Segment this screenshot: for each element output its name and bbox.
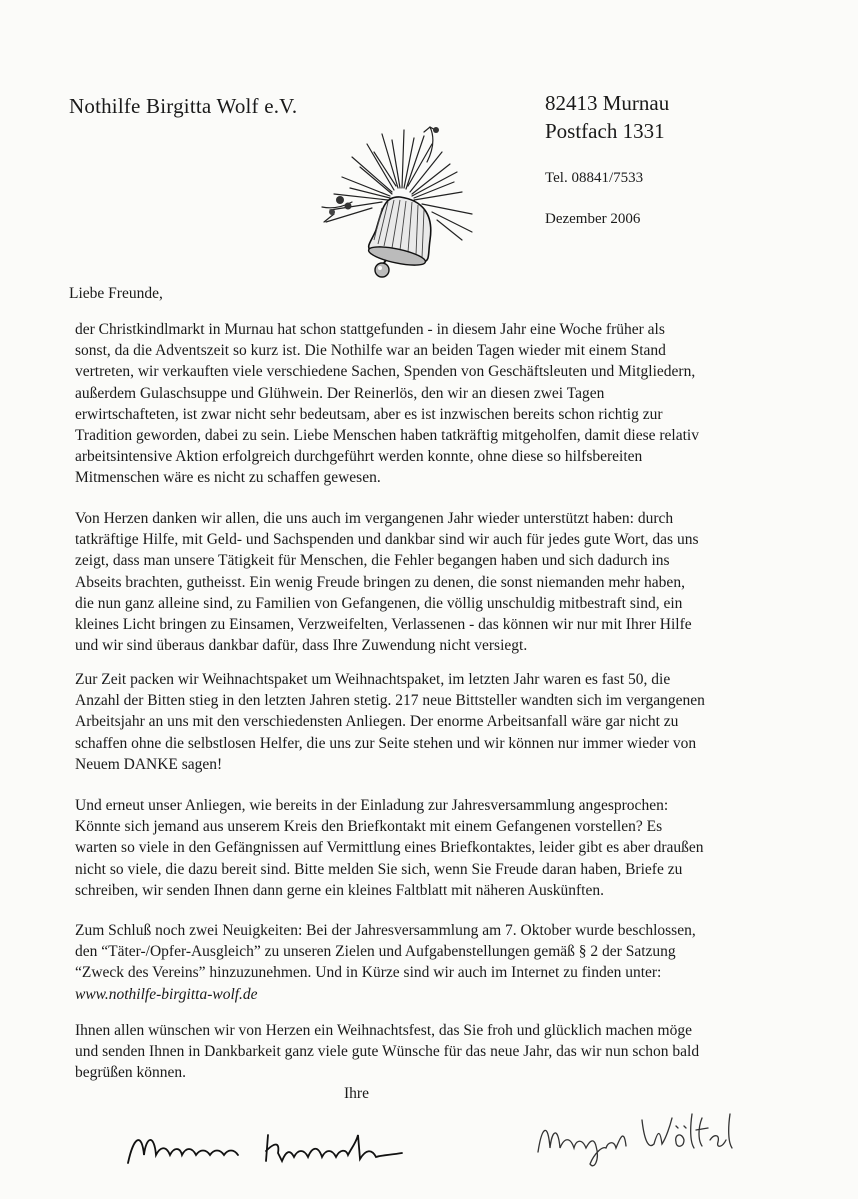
paragraph-thanks [75,508,791,656]
text-line: sonst, da die Adventszeit so kurz ist. Die Nothilfe war an beiden Tagen wieder mit einem Stand [75,342,666,360]
text-line: warten so viele in den Gefängnissen auf Vermittlung eines Briefkontaktes, leider gibt es aber draußen [75,839,704,857]
paragraph-correspondence [75,795,791,901]
address-city: 82413 Murnau [545,91,670,115]
text-line: Von Herzen danken wir allen, die uns auch im vergangenen Jahr wieder unterstützt haben: durch [75,510,674,527]
text-line: Zur Zeit packen wir Weihnachtspaket um Weihnachtspaket, im letzten Jahr waren es fast 50, die [75,671,671,688]
text-line: schreiben, wir senden Ihnen dann gerne ein kleines Faltblatt mit näheren Auskünften. [75,881,604,899]
text-line: außerdem Gulaschsuppe und Glühwein. Der Reinerlös, den wir an diesen zwei Tagen [75,384,605,402]
paragraph-christkindlmarkt [75,319,791,489]
signature-margret [530,1108,740,1178]
text-line: kleines Licht bringen zu Einsamen, Verzweifelten, Verlassenen - das können wir nur mit Ihrer Hilfe [75,616,692,634]
closing: Ihre [344,1085,369,1102]
text-line: erwirtschafteten, ist zwar nicht sehr bedeutsam, aber es ist inzwischen bereits schon richtig zur [75,405,663,423]
text-line: Abseits brachten, gutheisst. Ein wenig Freude bringen zu denen, die sonst niemanden mehr haben, [75,573,685,591]
text-line: schaffen ohne die selbstlosen Helfer, die uns zur Seite stehen und wir können nur immer wieder von [75,734,697,752]
letter-date: Dezember 2006 [545,211,641,227]
text-line: Anzahl der Bitten stieg in den letzten Jahren stetig. 217 neue Bittsteller wandten sich im vergangenen [75,692,705,710]
text-line: die nun ganz alleine sind, zu Familien von Gefangenen, die völlig unschuldig mitbestraft sind, ein [75,594,683,612]
paragraph-news [75,920,791,1005]
text-line: Zum Schluß noch zwei Neuigkeiten: Bei der Jahresversammlung am 7. Oktober wurde beschlossen, [75,922,696,939]
text-line: und senden Ihnen in Dankbarkeit ganz viele gute Wünsche für das neue Jahr, das wir nun schon bald [75,1043,700,1061]
organization-name: Nothilfe Birgitta Wolf e.V. [69,94,298,118]
website-link[interactable]: www.nothilfe-birgitta-wolf.de [75,985,258,1003]
text-line: Arbeitsjahr an uns mit den verschiedensten Anliegen. Der enorme Arbeitsanfall wäre gar nicht zu [75,713,679,731]
text-line: “Zweck des Vereins” hinzuzunehmen. Und in Kürze sind wir auch im Internet zu finden unter: [75,964,662,982]
paragraph-christmas-packages [75,669,791,775]
text-line: Ihnen allen wünschen wir von Herzen ein Weihnachtsfest, das Sie froh und glücklich machen möge [75,1022,692,1039]
address-pobox: Postfach 1331 [545,119,665,143]
text-line: Tradition geworden, dabei zu sein. Liebe Menschen haben tatkräftig mitgeholfen, damit diese relativ [75,427,699,445]
salutation: Liebe Freunde, [69,285,163,302]
text-line: den “Täter-/Opfer-Ausgleich” zu unseren Zielen und Aufgabenstellungen gemäß § 2 der Satzung [75,943,676,961]
text-line: zeigt, dass man unsere Tätigkeit für Menschen, die Fehler begangen haben und sich dadurch ins [75,552,670,570]
text-line: Neuem DANKE sagen! [75,755,223,773]
text-line: Mitmenschen wäre es nicht zu schaffen gewesen. [75,469,381,487]
text-line: der Christkindlmarkt in Murnau hat schon stattgefunden - in diesem Jahr eine Woche früher als [75,321,665,338]
text-line: vertreten, wir verkauften viele verschiedene Sachen, Spenden von Geschäftsleuten und Mitgliedern, [75,363,696,381]
text-line: Könnte sich jemand aus unserem Kreis den Briefkontakt mit einem Gefangenen vorstellen? Es [75,818,663,836]
text-line: Und erneut unser Anliegen, wie bereits in der Einladung zur Jahresversammlung angesprochen: [75,797,669,814]
text-line: und wir sind überaus dankbar dafür, dass Ihre Zuwendung nicht versiegt. [75,637,528,655]
christmas-bell-icon [312,122,487,287]
phone-number: Tel. 08841/7533 [545,170,644,186]
text-line: nicht so viele, die dazu bereit sind. Bitte melden Sie sich, wenn Sie Freude daran haben, Briefe zu [75,860,683,878]
text-line: begrüßen können. [75,1064,187,1082]
paragraph-wishes [75,1020,791,1084]
text-line: tatkräftige Hilfe, mit Geld- und Sachspenden und dankbar sind wir auch für jedes gute Wort, das uns [75,531,699,549]
signature-marianne [120,1125,420,1170]
text-line: arbeitsintensive Aktion erfolgreich durchgeführt werden konnte, ohne diese so hilfsbereiten [75,448,643,466]
